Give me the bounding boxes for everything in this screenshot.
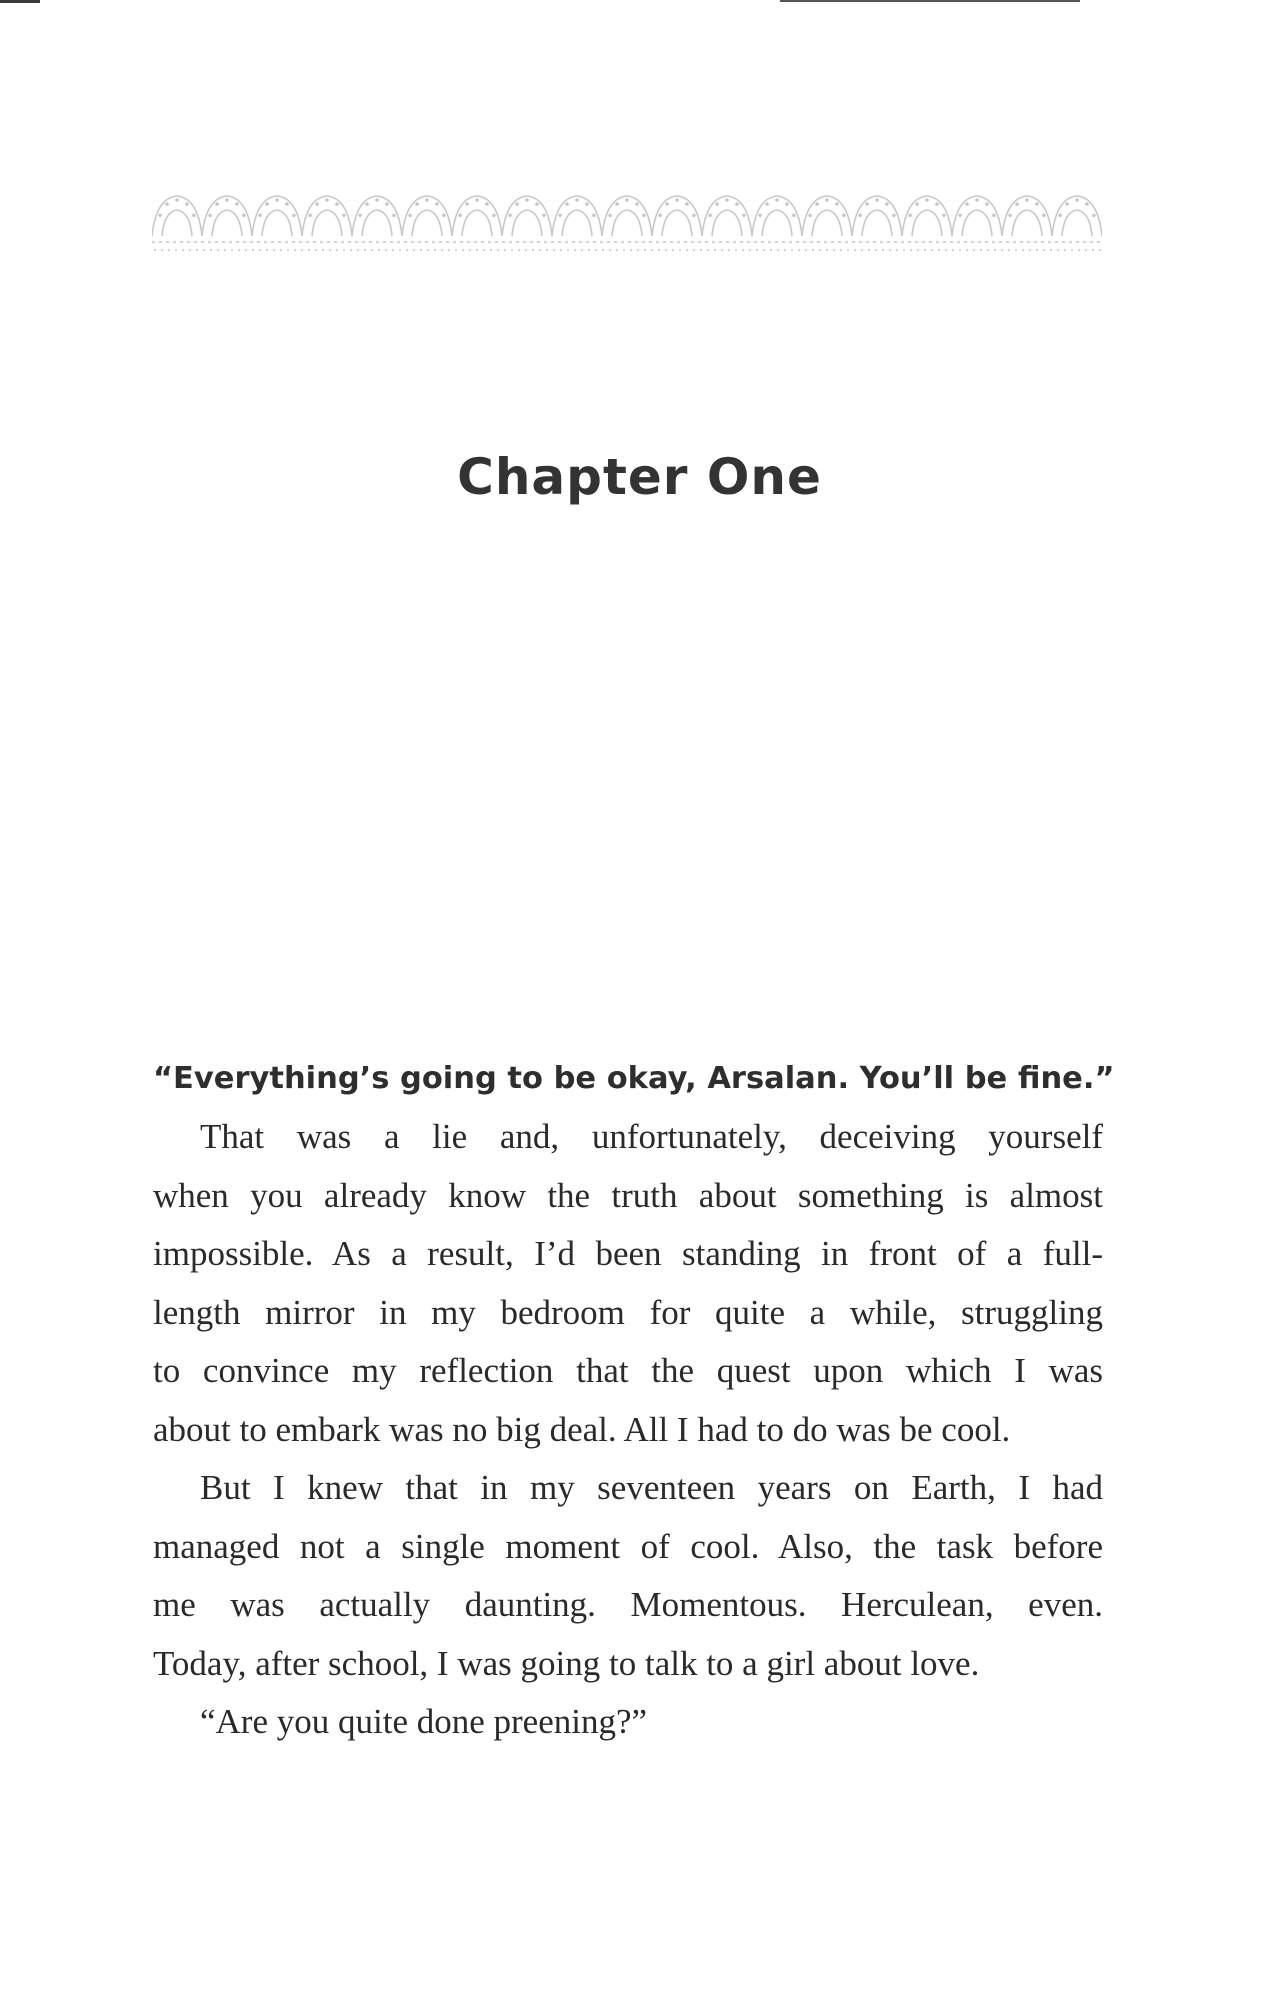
paragraph-line: impossible. As a result, I’d been standing in front of a full- — [153, 1234, 1103, 1273]
paragraph-line: about to embark was no big deal. All I had to do was be cool. — [153, 1409, 1011, 1449]
paragraph-line: “Are you quite done preening?” — [200, 1702, 648, 1741]
paragraph-line: when you already know the truth about something is almost — [153, 1175, 1103, 1215]
paragraph-line: That was a lie and, unfortunately, deceiving yourself — [200, 1117, 1103, 1156]
paragraph-line: to convince my reflection that the quest upon which I was — [153, 1351, 1103, 1390]
chapter-body — [153, 1050, 1115, 1752]
top-edge-rule-left — [0, 0, 40, 3]
top-edge-rule-right — [780, 0, 1080, 2]
paragraph-line: But I knew that in my seventeen years on Earth, I had — [200, 1468, 1103, 1507]
paragraph-line: managed not a single moment of cool. Also, the task before — [153, 1526, 1103, 1566]
paragraph-line: me was actually daunting. Momentous. Herculean, even. — [153, 1585, 1103, 1624]
chapter-title: Chapter One — [457, 448, 822, 506]
opening-line: “Everything’s going to be okay, Arsalan. You’ll be fine.” — [153, 1061, 1115, 1096]
paragraph-line: Today, after school, I was going to talk to a girl about love. — [153, 1643, 980, 1683]
lace-border-icon — [152, 188, 1102, 258]
paragraph-line: length mirror in my bedroom for quite a while, struggling — [153, 1292, 1103, 1332]
